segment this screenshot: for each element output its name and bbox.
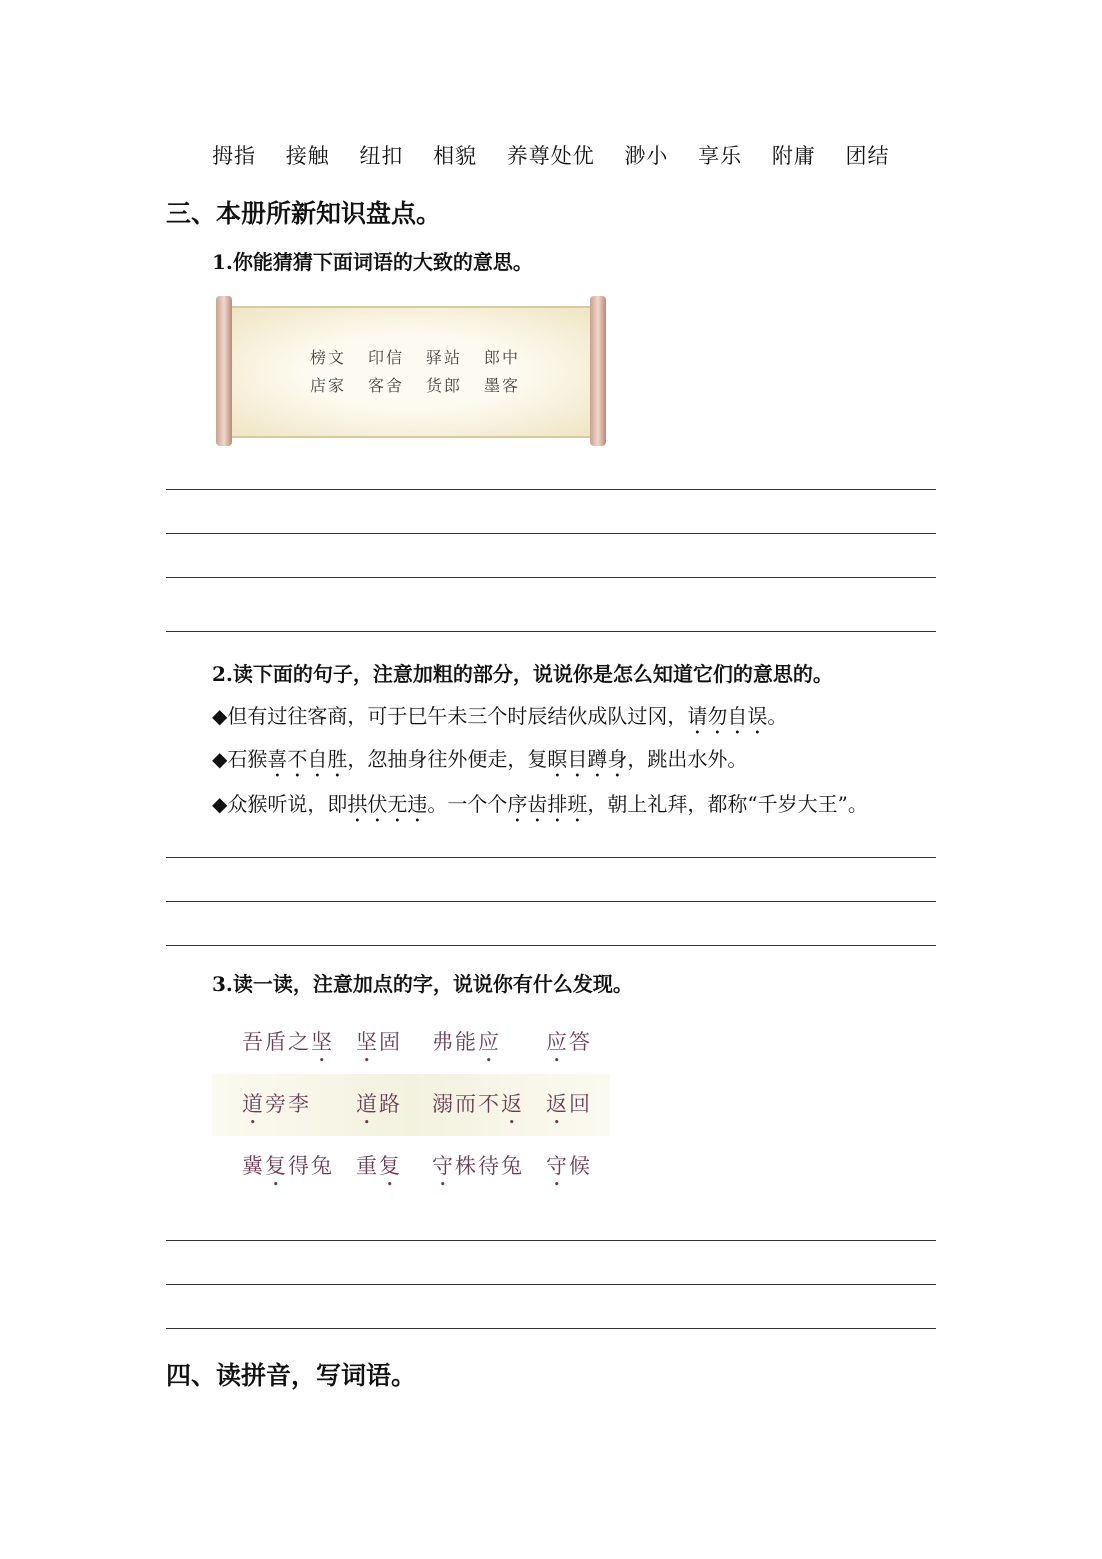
word-item: 相貌 [433,144,478,168]
dotted-phrase: 请勿自误 [687,704,768,728]
question-1-prompt: 1.你能猜猜下面词语的大致的意思。 [212,250,533,274]
scroll-word: 印信 [368,348,405,367]
question-2-prompt: 2.读下面的句子，注意加粗的部分，说说你是怎么知道它们的意思的。 [212,662,833,686]
scroll-word: 驿站 [426,348,463,367]
scroll-rod-left [216,296,232,446]
word-cell: 重复 [356,1154,402,1178]
word-table-row [212,1074,610,1136]
answer-line[interactable] [166,631,936,632]
sentence-text: ◆但有过往客商，可于巳午未三个时辰结伙成队过冈， [212,704,688,728]
scroll-word: 店家 [310,376,347,395]
sentence-text: 。一个个 [427,792,508,816]
answer-line[interactable] [166,1240,936,1241]
top-word-list [212,140,912,170]
sentence-1 [212,700,787,739]
sentence-text: ◆石猴 [212,747,268,771]
word-item: 养尊处优 [506,144,595,168]
answer-line[interactable] [166,533,936,534]
sentence-text: ◆众猴听说，即 [212,792,348,816]
sentence-3 [212,788,868,827]
scroll-image [212,296,610,446]
word-cell: 坚固 [356,1030,402,1054]
word-cell: 守候 [546,1154,592,1178]
word-table-row [212,1136,610,1198]
sentence-text: 。 [767,704,788,728]
answer-line[interactable] [166,857,936,858]
section4-heading: 四、读拼音，写词语。 [166,1361,417,1390]
word-cell: 溺而不返 [432,1092,524,1116]
scroll-word: 郎中 [484,348,521,367]
word-cell: 应答 [546,1030,592,1054]
word-item: 渺小 [624,144,669,168]
word-item: 接触 [285,144,330,168]
word-table-image [212,1012,610,1202]
section3-heading: 三、本册所新知识盘点。 [166,199,442,228]
word-cell: 道旁李 [242,1092,311,1116]
word-item: 拇指 [212,144,256,168]
answer-line[interactable] [166,577,936,578]
scroll-word: 墨客 [484,376,521,395]
scroll-word: 货郎 [426,376,463,395]
word-cell: 吾盾之坚 [242,1030,334,1054]
answer-line[interactable] [166,945,936,946]
scroll-rod-right [590,296,606,446]
answer-line[interactable] [166,901,936,902]
dotted-phrase: 瞑目蹲身 [547,747,628,771]
word-cell: 守株待兔 [432,1154,524,1178]
word-table-row [212,1012,610,1074]
answer-line[interactable] [166,489,936,490]
word-cell: 道路 [356,1092,402,1116]
word-item: 团结 [845,144,890,168]
answer-line[interactable] [166,1328,936,1329]
scroll-word-grid [310,344,542,400]
sentence-text: ，朝上礼拜，都称“千岁大王”。 [587,792,868,816]
dotted-phrase: 拱伏无违 [347,792,428,816]
dotted-phrase: 喜不自胜 [267,747,348,771]
word-item: 纽扣 [359,144,404,168]
word-cell: 弗能应 [432,1030,501,1054]
sentence-text: ，忽抽身往外便走，复 [347,747,548,771]
word-item: 享乐 [698,144,743,168]
scroll-word: 榜文 [310,348,347,367]
sentence-2 [212,743,747,782]
word-cell: 返回 [546,1092,592,1116]
word-item: 附庸 [771,144,816,168]
scroll-word: 客舍 [368,376,405,395]
question-3-prompt: 3.读一读，注意加点的字，说说你有什么发现。 [212,972,633,996]
answer-line[interactable] [166,1284,936,1285]
word-cell: 冀复得兔 [242,1154,334,1178]
dotted-phrase: 序齿排班 [507,792,588,816]
sentence-text: ，跳出水外。 [627,747,748,771]
